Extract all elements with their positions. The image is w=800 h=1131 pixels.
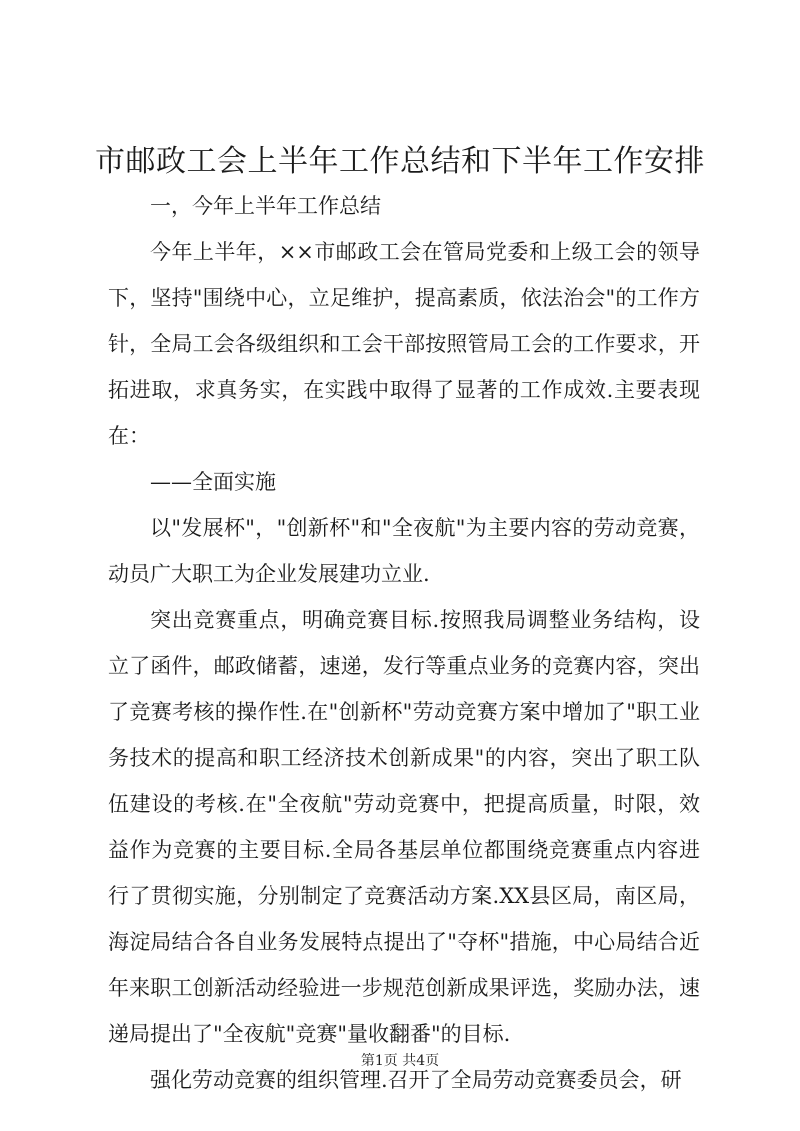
page-number-footer: 第1页 共4页 bbox=[360, 1053, 440, 1069]
document-body bbox=[108, 183, 700, 1103]
body-paragraph: 突出竞赛重点，明确竞赛目标.按照我局调整业务结构，设立了函件，邮政储蓄，速递，发行等重点业务的竞赛内容，突出了竞赛考核的操作性.在"创新杯"劳动竞赛方案中增加了"职工业务技术的提高和职工经济技术创新成果"的内容，突出了职工队伍建设的考核.在"全夜航"劳动竞赛中，把提高质量，时限，效益作为竞赛的主要目标.全局各基层单位都围绕竞赛重点内容进行了贯彻实施，分别制定了竞赛活动方案.XX县区局，南区局，海淀局结合各自业务发展特点提出了"夺杯"措施，中心局结合近年来职工创新活动经验进一步规范创新成果评选，奖励办法，速递局提出了"全夜航"竞赛"量收翻番"的目标. bbox=[108, 608, 700, 1046]
subsection-heading: ——全面实施 bbox=[150, 470, 276, 494]
body-paragraph: 以"发展杯"，"创新杯"和"全夜航"为主要内容的劳动竞赛，动员广大职工为企业发展建功立业. bbox=[108, 516, 700, 586]
document-title: 市邮政工会上半年工作总结和下半年工作安排 bbox=[95, 144, 705, 179]
body-paragraph: 强化劳动竞赛的组织管理.召开了全局劳动竞赛委员会，研 bbox=[150, 1068, 682, 1092]
section-heading: 一，今年上半年工作总结 bbox=[150, 194, 381, 218]
body-paragraph: 今年上半年，××市邮政工会在管局党委和上级工会的领导下，坚持"围绕中心，立足维护，提高素质，依法治会"的工作方针，全局工会各级组织和工会干部按照管局工会的工作要求，开拓进取，求真务实，在实践中取得了显著的工作成效.主要表现在： bbox=[108, 240, 700, 448]
